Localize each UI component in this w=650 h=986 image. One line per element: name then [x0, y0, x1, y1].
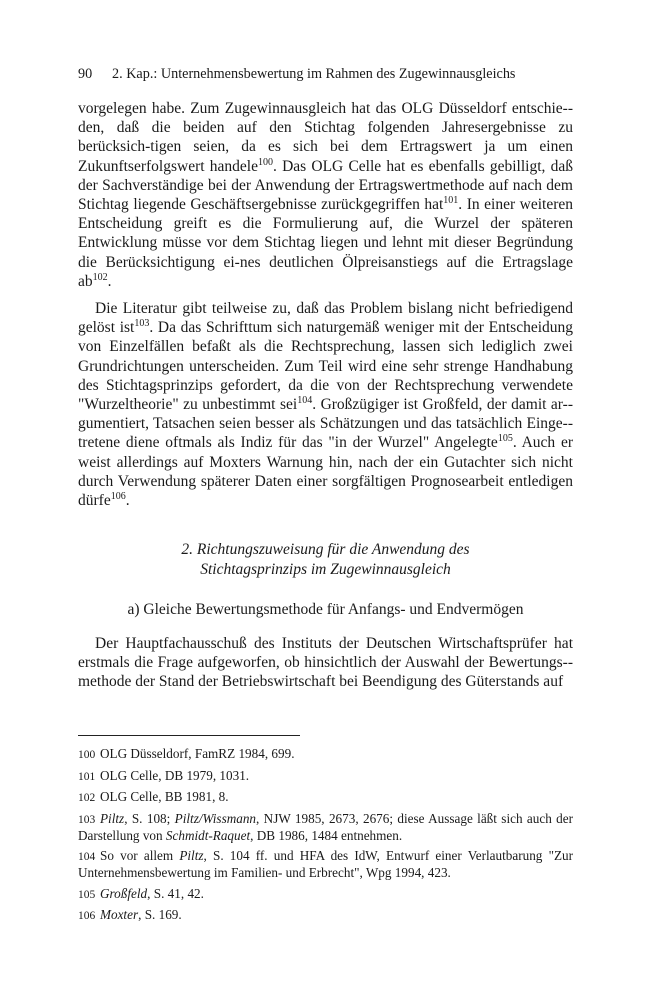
footnote-ref[interactable]: 106 [110, 490, 126, 502]
footnote-text: Großfeld [100, 885, 148, 901]
paragraph-3 [78, 634, 573, 692]
section-heading [78, 540, 573, 580]
footnote-number: 101 [78, 770, 96, 783]
section-heading-line: 2. Richtungszuweisung für die Anwendung des [181, 541, 470, 558]
book-page [78, 0, 573, 986]
footnote [78, 811, 573, 844]
footnote-text: So vor allem [100, 848, 180, 863]
footnote-separator [78, 735, 300, 736]
paragraph-text: . Auch er weist allerdings auf Moxters Warnung hin, nach der ein Gutachter sich nicht durch Verwendung späterer Daten einer sorgfältigen Prognosearbeit entledigen dürfe [78, 434, 573, 510]
paragraph-2 [78, 299, 573, 510]
footnote-text: , DB 1986, 1484 entnehmen. [250, 827, 403, 843]
footnote [78, 746, 573, 763]
page-number: 90 [78, 66, 93, 82]
footnote-text: Piltz/Wissmann [174, 810, 257, 826]
footnote-ref[interactable]: 100 [257, 156, 273, 168]
running-title: 2. Kap.: Unternehmensbewertung im Rahmen des Zugewinnausgleichs [112, 66, 516, 82]
footnote-ref[interactable]: 101 [443, 194, 459, 206]
paragraph-text: vorgelegen habe. Zum Zugewinnausgleich hat das OLG Düsseldorf entschie-den, daß die beiden auf den Stichtag folgenden Jahresergebnisse zu berücksich-tigen seien, da es sich bei dem Ertragswert ja um einen Zukunftserfolgswert handele [78, 100, 573, 175]
footnote-number: 102 [78, 792, 96, 804]
paragraph-text: . Großzügiger ist Großfeld, der damit ar-gumentiert, Tatsachen seien besser als Schätzungen und das tatsächlich Einge-tretene diene oftmals als Indiz für das "in der Wurzel" Angelegte [78, 396, 573, 452]
paragraph-text: . Da das Schrifttum sich naturgemäß weniger mit der Entscheidung von Einzelfällen befaßt als die Rechtsprechung, lassen sich lediglich zwei Grundrichtungen unterscheiden. Zum Teil wird eine sehr strenge Handhabung des Stichtagsprinzips gefordert, da die von der Rechtsprechung verwendete "Wurzeltheorie" zu unbestimmt sei [78, 319, 574, 414]
paragraph-text: . Das OLG Celle hat es ebenfalls gebilligt, daß der Sachverständige bei der Anwendung der Ertragswertmethode auf nach dem Stichtag liegende Geschäftsergebnisse zurückgegriffen hat [78, 157, 573, 214]
paragraph-text: . [107, 272, 112, 290]
footnote-text: Moxter [100, 907, 139, 922]
footnote-text: Piltz [179, 848, 204, 863]
footnote [78, 848, 573, 881]
footnote [78, 907, 573, 924]
footnote-number: 100 [78, 749, 96, 761]
footnote-text: OLG Celle, BB 1981, 8. [100, 789, 229, 804]
footnote-text: OLG Düsseldorf, FamRZ 1984, 699. [100, 746, 295, 761]
footnote-ref[interactable]: 104 [297, 394, 313, 406]
footnote-number: 103 [78, 813, 96, 826]
footnote-ref[interactable]: 102 [92, 271, 108, 283]
footnote [78, 789, 573, 806]
paragraph-3-container [78, 634, 573, 692]
paragraph-text: Die Literatur gibt teilweise zu, daß das Problem bislang nicht befriedigend gelöst ist [78, 300, 573, 337]
footnote-text: OLG Celle, DB 1979, 1031. [100, 767, 250, 783]
footnote-text: , S. 108; [124, 810, 175, 826]
footnote [78, 768, 573, 785]
footnote-number: 105 [78, 888, 96, 901]
footnote-text: Schmidt-Raquet [165, 827, 251, 843]
footnote-text: Piltz [100, 810, 125, 826]
body-text [78, 99, 573, 510]
section-heading-line: Stichtagsprinzips im Zugewinnausgleich [200, 561, 451, 578]
paragraph-text: . In einer weiteren Entscheidung greift es die Formulierung auf, die Wurzel der späteren Entwicklung müsse vor dem Stichtag liegen und lehnt mit dieser Begründung die Berücksichtigung ei-nes deutlichen Ölpreisanstiegs auf die Ertragslage ab [78, 196, 573, 290]
footnote-text: , S. 104 ff. und HFA des IdW, Entwurf einer Verlautbarung "Zur Unternehmensbewertung im Familien- und Erbrecht", Wpg 1994, 423. [78, 848, 573, 880]
paragraph-text: . [125, 492, 130, 510]
footnotes [78, 746, 573, 929]
footnote-number: 104 [78, 851, 96, 863]
paragraph-text: Der Hauptfachausschuß des Instituts der Deutschen Wirtschaftsprüfer hat erstmals die Frage aufgeworfen, ob hinsichtlich der Auswahl der Bewertungs-methode der Stand der Betriebswirtschaft bei Beendigung des Güterstands auf [78, 635, 573, 691]
subsection-heading: a) Gleiche Bewertungsmethode für Anfangs- und Endvermögen [127, 601, 524, 618]
footnote-text: , S. 169. [138, 907, 182, 922]
footnote-text: , S. 41, 42. [147, 885, 204, 901]
footnote-text: , NJW 1985, 2673, 2676; diese Aussage läßt sich auch der Darstellung von [78, 810, 574, 843]
footnote [78, 886, 573, 903]
footnote-number: 106 [78, 910, 96, 922]
footnote-ref[interactable]: 103 [134, 318, 150, 330]
footnote-ref[interactable]: 105 [497, 433, 513, 445]
running-header [78, 66, 573, 83]
paragraph-1 [78, 99, 573, 291]
